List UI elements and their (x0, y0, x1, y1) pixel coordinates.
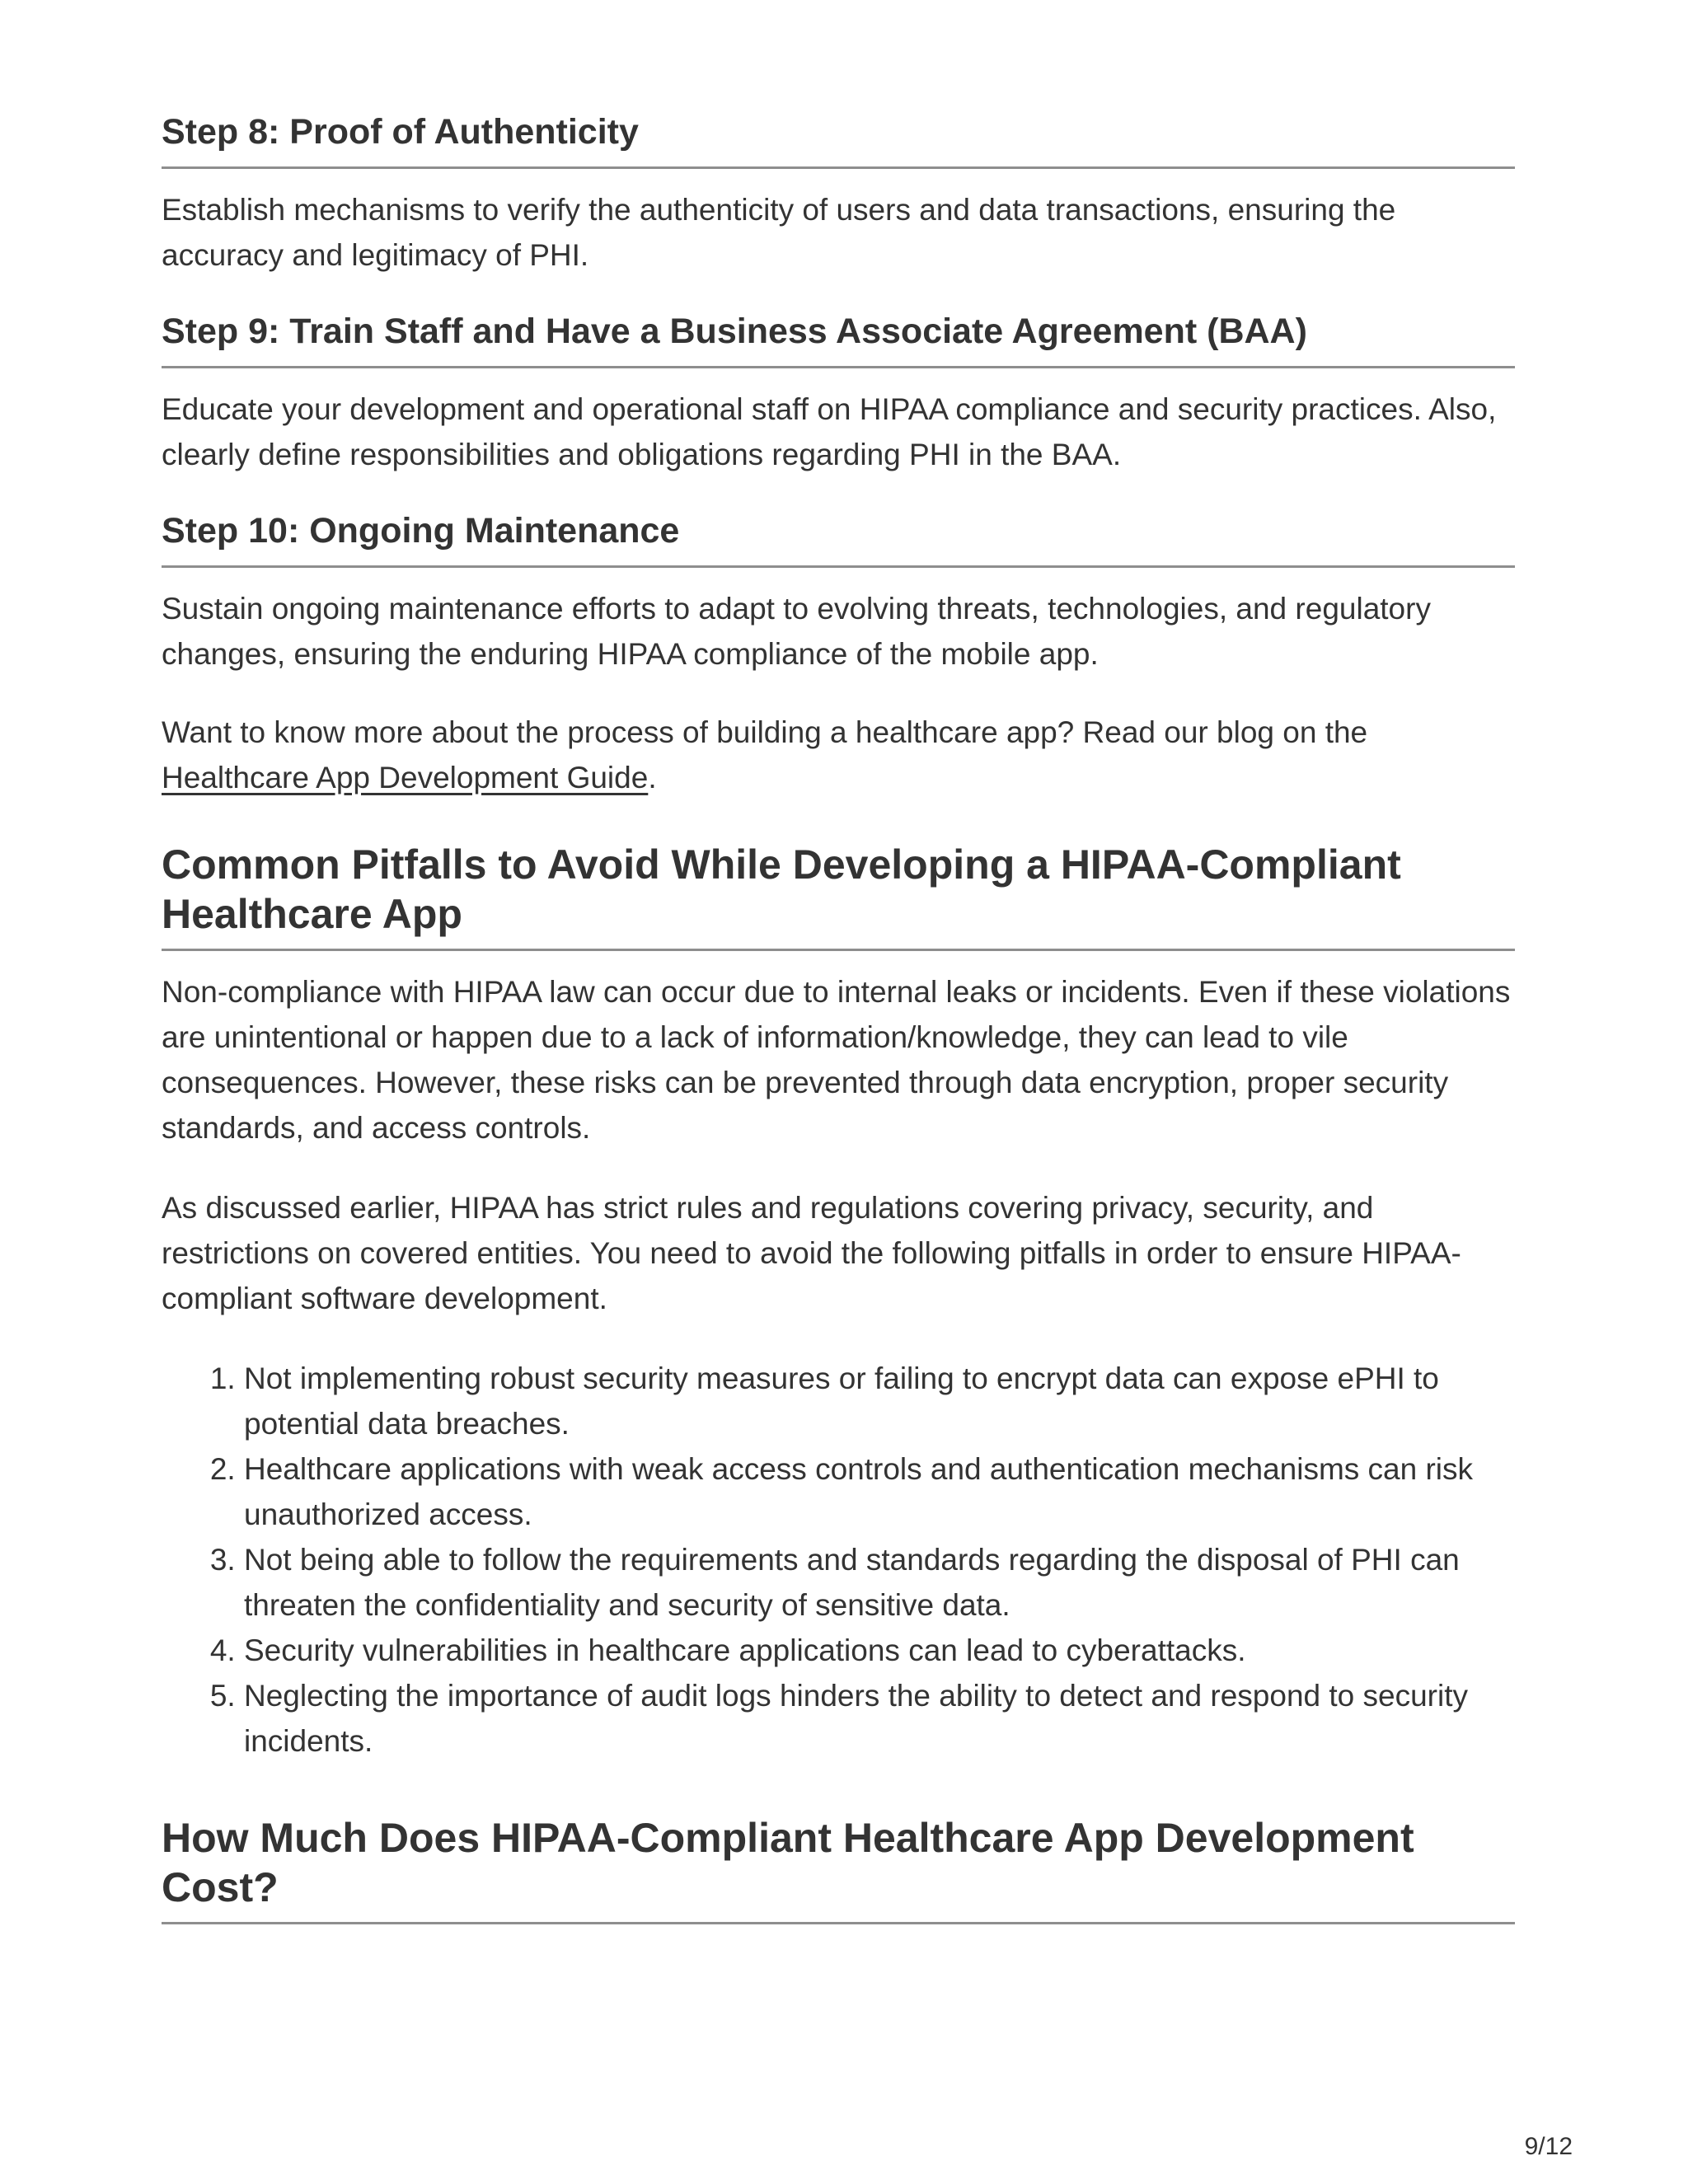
cost-heading: How Much Does HIPAA-Compliant Healthcare App Development Cost? (162, 1813, 1515, 1924)
cta-suffix: . (648, 761, 657, 794)
pitfalls-list (162, 1356, 1515, 1764)
list-item: 4. Security vulnerabilities in healthcare applications can lead to cyberattacks. (244, 1628, 1515, 1673)
list-item: 1. Not implementing robust security measures or failing to encrypt data can expose ePHI to potential data breaches. (244, 1356, 1515, 1446)
cta-text: Want to know more about the process of building a healthcare app? Read our blog on the (162, 715, 1368, 749)
healthcare-guide-link[interactable]: Healthcare App Development Guide (162, 761, 649, 794)
step9-heading: Step 9: Train Staff and Have a Business Associate Agreement (BAA) (162, 307, 1515, 368)
step10-body: Sustain ongoing maintenance efforts to adapt to evolving threats, technologies, and regulatory changes, ensuring the enduring HIPAA compliance of the mobile app. (162, 592, 1431, 671)
page-number: 9/12 (1524, 2133, 1573, 2160)
pitfalls-heading: Common Pitfalls to Avoid While Developing a HIPAA-Compliant Healthcare App (162, 840, 1515, 951)
list-item: 2. Healthcare applications with weak access controls and authentication mechanisms can risk unauthorized access. (244, 1446, 1515, 1537)
step8-heading: Step 8: Proof of Authenticity (162, 107, 1515, 169)
step8-body: Establish mechanisms to verify the authenticity of users and data transactions, ensuring the accuracy and legitimacy of PHI. (162, 193, 1396, 272)
step9-body: Educate your development and operational staff on HIPAA compliance and security practices. Also, clearly define responsibilities and obligations regarding PHI in the BAA. (162, 392, 1497, 471)
document-content (162, 0, 1515, 1924)
list-item: 5. Neglecting the importance of audit logs hinders the ability to detect and respond to security incidents. (244, 1673, 1515, 1764)
pitfalls-para2: As discussed earlier, HIPAA has strict rules and regulations covering privacy, security, and restrictions on covered entities. You need to avoid the following pitfalls in order to ensure HIPAA-compliant software development. (162, 1191, 1461, 1315)
pitfalls-para1: Non-compliance with HIPAA law can occur due to internal leaks or incidents. Even if these violations are unintentional or happen due to a lack of information/knowledge, they can lead to vile consequences. However, these risks can be prevented through data encryption, proper security standards, and access controls. (162, 975, 1511, 1145)
list-item: 3. Not being able to follow the requirements and standards regarding the disposal of PHI can threaten the confidentiality and security of sensitive data. (244, 1537, 1515, 1628)
cta-paragraph (162, 710, 1515, 800)
step10-heading: Step 10: Ongoing Maintenance (162, 506, 1515, 568)
